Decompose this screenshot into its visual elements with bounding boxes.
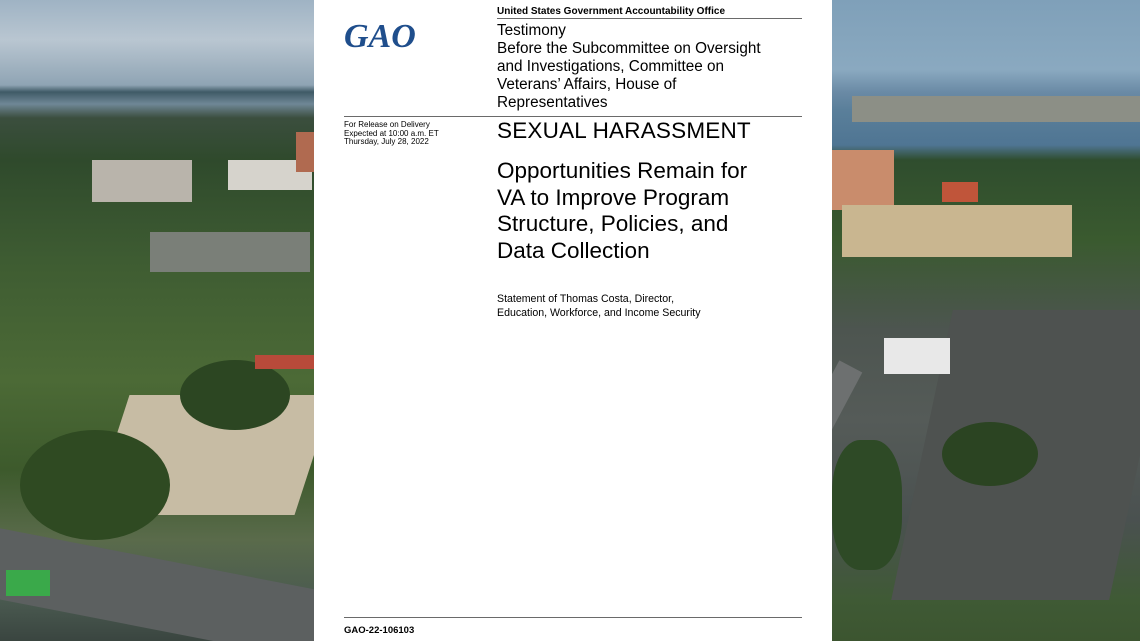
gao-logo-icon [344, 18, 436, 52]
release-line: Expected at 10:00 a.m. ET [344, 128, 439, 138]
report-cover-page [314, 0, 832, 641]
title-line: Data Collection [497, 237, 650, 263]
section-rule [344, 116, 802, 117]
statement-line: Statement of Thomas Costa, Director, [497, 293, 675, 305]
green-truck [6, 570, 50, 596]
testimony-line: Representatives [497, 94, 608, 111]
report-number: GAO-22-106103 [344, 625, 415, 636]
building [92, 160, 192, 202]
red-barrier [255, 355, 314, 369]
testimony-line: Before the Subcommittee on Oversight [497, 40, 761, 57]
white-tent [884, 338, 950, 374]
footer-rule [344, 617, 802, 618]
release-line: Thursday, July 28, 2022 [344, 137, 429, 146]
gao-logo-text: GAO [344, 18, 416, 52]
release-line: For Release on Delivery [344, 120, 430, 129]
header-rule [497, 18, 802, 19]
title-line: Opportunities Remain for [497, 158, 748, 183]
testimony-block [497, 22, 807, 112]
testimony-line: and Investigations, Committee on [497, 58, 725, 75]
tree-cluster [180, 360, 290, 430]
title-line: Structure, Policies, and [497, 211, 729, 236]
building [832, 150, 894, 210]
gao-logo [344, 18, 436, 57]
red-roof [942, 182, 978, 202]
testimony-line: Veterans’ Affairs, House of [497, 76, 677, 93]
statement-of-witness [497, 293, 797, 320]
tree-cluster [20, 430, 170, 540]
release-info [344, 121, 439, 147]
parking-lot [150, 232, 310, 272]
tree-cluster [942, 422, 1038, 486]
building [296, 132, 314, 172]
tree-cluster [832, 440, 902, 570]
agency-name: United States Government Accountability Office [497, 6, 726, 17]
distant-buildings [852, 96, 1140, 122]
title-line: VA to Improve Program [497, 184, 730, 210]
report-subject: SEXUAL HARASSMENT [497, 118, 751, 143]
testimony-line: Testimony [497, 22, 566, 39]
building [842, 205, 1072, 257]
statement-line: Education, Workforce, and Income Security [497, 306, 701, 319]
report-title [497, 158, 817, 264]
aerial-photo-left [0, 0, 314, 641]
aerial-photo-right [832, 0, 1140, 641]
